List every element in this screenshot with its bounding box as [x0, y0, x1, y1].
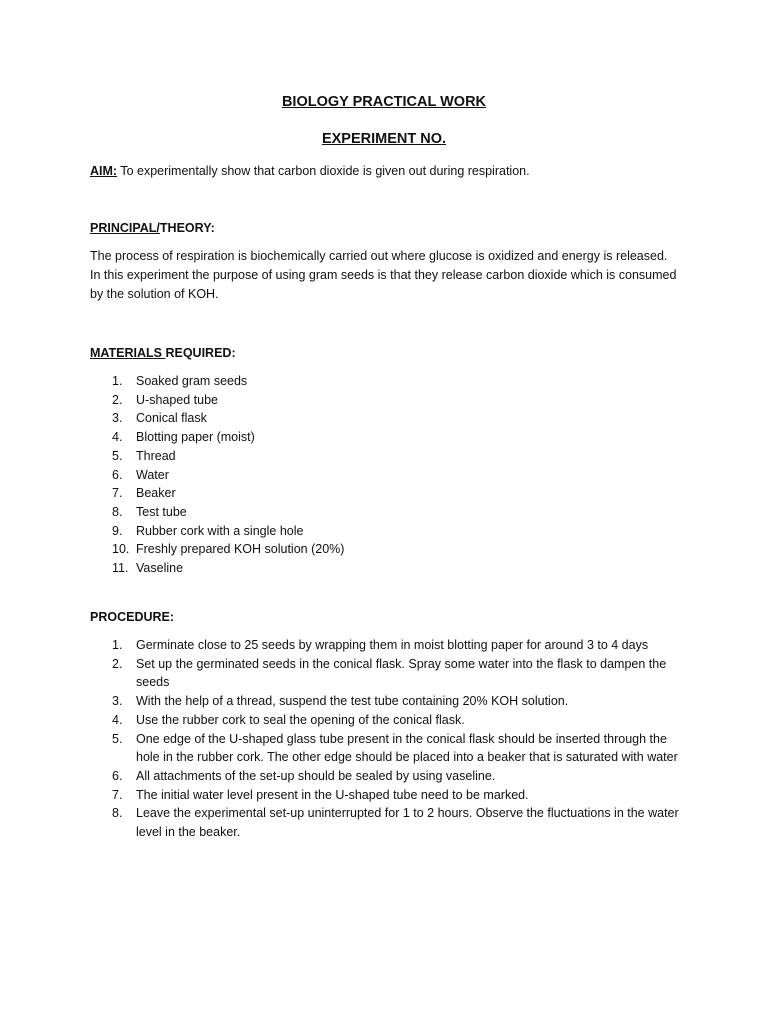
materials-list [90, 372, 680, 578]
material-item [90, 391, 680, 410]
procedure-step-number: 7. [112, 787, 123, 802]
material-item [90, 372, 680, 391]
material-item-text: Test tube [136, 504, 187, 519]
material-item-number: 10. [112, 542, 130, 557]
procedure-step-number: 3. [112, 694, 123, 709]
procedure-heading: PROCEDURE: [90, 610, 175, 624]
procedure-step-number: 2. [112, 656, 123, 671]
material-item [90, 540, 680, 559]
theory-heading [90, 219, 215, 237]
material-item-text: Soaked gram seeds [136, 374, 248, 388]
procedure-step-text: Germinate close to 25 seeds by wrapping them in moist blotting paper for around 3 to 4 days [136, 638, 649, 652]
procedure-step-text: All attachments of the set-up should be sealed by using vaseline. [136, 768, 496, 783]
material-item-number: 4. [112, 430, 123, 445]
procedure-step [90, 711, 680, 730]
procedure-step [90, 786, 680, 805]
procedure-step [90, 655, 680, 692]
procedure-step-text: With the help of a thread, suspend the test tube containing 20% KOH solution. [136, 694, 569, 709]
procedure-step-text: The initial water level present in the U-shaped tube need to be marked. [136, 787, 529, 802]
material-item-number: 8. [112, 504, 123, 519]
materials-heading-underlined: MATERIALS [90, 346, 166, 360]
material-item [90, 428, 680, 447]
material-item-text: Freshly prepared KOH solution (20%) [136, 542, 345, 557]
material-item-text: Water [136, 467, 169, 482]
procedure-step [90, 730, 680, 767]
material-item-text: Rubber cork with a single hole [136, 523, 304, 538]
material-item-number: 9. [112, 523, 123, 538]
material-item-text: Blotting paper (moist) [136, 430, 255, 445]
material-item-text: Beaker [136, 486, 176, 501]
procedure-step-text: Use the rubber cork to seal the opening of the conical flask. [136, 712, 465, 727]
materials-heading-rest: REQUIRED: [165, 346, 236, 360]
experiment-number-heading: EXPERIMENT NO. [321, 131, 447, 147]
material-item-number: 6. [112, 467, 123, 482]
material-item [90, 409, 680, 428]
procedure-step [90, 636, 680, 655]
procedure-step [90, 804, 680, 841]
procedure-step-text: Leave the experimental set-up uninterrupted for 1 to 2 hours. Observe the fluctuations in the water level in the beaker. [136, 806, 679, 840]
theory-paragraph: The process of respiration is biochemically carried out where glucose is oxidized and energy is released. In this experiment the purpose of using gram seeds is that they release carbon dioxide which is consumed by the solution of KOH. [90, 249, 677, 301]
procedure-step-number: 5. [112, 731, 123, 746]
theory-heading-underlined: PRINCIPAL/ [90, 221, 160, 235]
material-item-text: Vaseline [136, 561, 184, 576]
procedure-step-number: 6. [112, 768, 123, 783]
procedure-step-text: One edge of the U-shaped glass tube present in the conical flask should be inserted through the hole in the rubber cork. The other edge should be placed into a beaker that is saturated with water [136, 731, 678, 765]
material-item [90, 466, 680, 485]
material-item [90, 559, 680, 578]
aim-statement [90, 162, 690, 180]
procedure-step-number: 4. [112, 712, 123, 727]
material-item-number: 11. [112, 561, 129, 576]
material-item-number: 3. [112, 411, 123, 426]
document-title: BIOLOGY PRACTICAL WORK [281, 94, 487, 110]
procedure-step [90, 767, 680, 786]
procedure-step-text: Set up the germinated seeds in the conical flask. Spray some water into the flask to dampen the seeds [136, 656, 667, 690]
procedure-list [90, 636, 680, 842]
material-item [90, 503, 680, 522]
procedure-step-number: 8. [112, 806, 123, 821]
material-item-text: Thread [136, 448, 176, 463]
theory-heading-rest: THEORY: [159, 221, 215, 235]
material-item-number: 2. [112, 392, 123, 407]
aim-text: To experimentally show that carbon dioxide is given out during respiration. [117, 164, 530, 178]
material-item-number: 7. [112, 486, 123, 501]
material-item-number: 1. [112, 374, 123, 388]
aim-label: AIM: [90, 164, 118, 178]
material-item-text: U-shaped tube [136, 392, 219, 407]
materials-heading [90, 344, 236, 362]
material-item-text: Conical flask [136, 411, 207, 426]
procedure-step [90, 692, 680, 711]
material-item [90, 447, 680, 466]
material-item [90, 522, 680, 541]
material-item-number: 5. [112, 448, 123, 463]
material-item [90, 484, 680, 503]
procedure-step-number: 1. [112, 638, 123, 652]
